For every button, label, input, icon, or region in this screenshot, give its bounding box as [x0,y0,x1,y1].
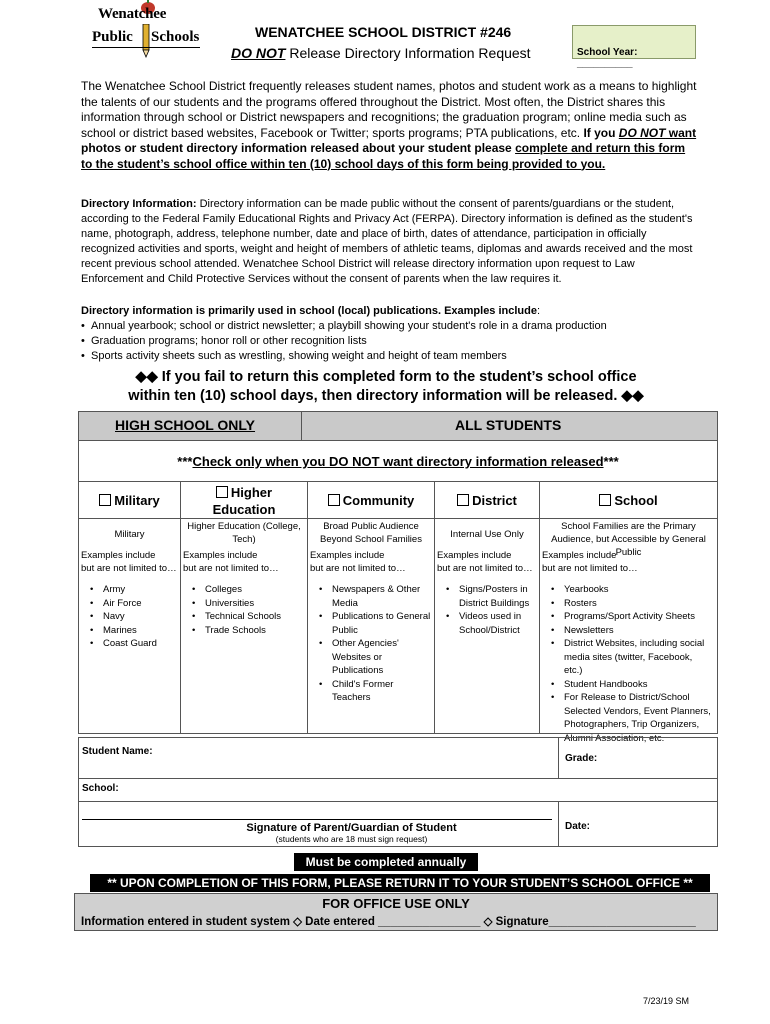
intro-bold-rest: photos or student directory information released about your student please [81,141,512,155]
logo-text-schools: Schools [151,29,200,45]
higher-education-examples-label [183,549,279,575]
header-divider [301,412,302,440]
return-notice: ** UPON COMPLETION OF THIS FORM, PLEASE RETURN IT TO YOUR STUDENT’S SCHOOL OFFICE ** [90,874,710,892]
community-description: Broad Public Audience Beyond School Families [320,521,422,545]
opt-out-table [78,411,718,744]
community-checkbox[interactable] [328,494,340,506]
examples-include: Examples include [81,550,156,561]
column-district [435,482,540,734]
examples-not-limited: but are not limited to… [81,563,177,574]
grade-label: Grade: [565,753,598,764]
logo-text-public: Public [92,29,133,45]
district-header[interactable] [435,482,539,519]
list-item: • Colleges [181,583,281,597]
list-item: • Coast Guard [79,637,157,651]
check-prefix: *** [177,454,193,469]
intro-paragraph [81,79,698,172]
date-label: Date: [565,821,591,832]
school-field-label: School: [82,783,119,794]
school-header[interactable] [540,482,717,519]
higher-education-description: Higher Education (College, Tech) [187,521,301,545]
higher-education-checkbox[interactable] [216,486,228,498]
all-students-header: ALL STUDENTS [455,417,562,433]
check-suffix: *** [603,454,619,469]
military-checkbox[interactable] [99,494,111,506]
intro-return-instruction: complete and return this form to the student’s school office within ten (10) school days of this form being provided to you. [81,141,686,171]
military-list [79,583,157,651]
uses-list [81,319,698,364]
high-school-only-header: HIGH SCHOOL ONLY [115,417,256,433]
list-item: • Child's Former Teachers [308,678,433,705]
school-list [540,583,712,745]
district-label: District [472,493,517,508]
community-list [308,583,433,705]
school-year-field[interactable]: School Year: __________ [572,25,696,59]
uses-heading: Directory information is primarily used in school (local) publications. Examples include [81,305,537,317]
higher-education-list [181,583,281,637]
district-title: WENATCHEE SCHOOL DISTRICT #246 [255,24,512,40]
signature-line[interactable] [82,819,552,820]
list-item: • Yearbooks [540,583,712,597]
examples-include: Examples include [437,550,512,561]
list-item: • Graduation programs; honor roll or other recognition lists [81,334,698,349]
office-use-title: FOR OFFICE USE ONLY [322,896,470,911]
community-header[interactable] [308,482,434,519]
military-label: Military [114,493,160,508]
directory-info-label: Directory Information: [81,198,197,210]
community-examples-label [310,549,406,575]
higher-education-label-1: Higher [230,485,273,500]
directory-info-text: Directory information can be made public without the consent of parents/guardians or the student, according to the Federal Family Educational Rights and Privacy Act (FERPA). Directory information is defined as the student's name, photograph, address, telephone number, date and place of birth, dates of attendance, participation in officially recognized activities and sports, weight and height of members of athletic teams, diplomas and awards received and the most recent previous school attended. Wenatchee School District will release directory information upon request to Law Enforcement and Child Protective Services without the consent of parents when the law requires it. [81,198,693,285]
list-item: • Navy [79,610,157,624]
list-item: • Newspapers & Other Media [308,583,433,610]
list-item: • Other Agencies' Websites or Publications [308,637,433,678]
list-item: • Sports activity sheets such as wrestling, showing weight and height of team members [81,349,698,364]
examples-include: Examples include [310,550,385,561]
revision-date: 7/23/19 SM [643,996,690,1006]
list-item: • Signs/Posters in District Buildings [435,583,538,610]
list-item: • Trade Schools [181,624,281,638]
examples-not-limited: but are not limited to… [437,563,533,574]
directory-info-paragraph [81,197,698,287]
column-military [79,482,181,734]
school-description: School Families are the Primary Audience, but Accessible by General Public [551,521,706,558]
list-item: • Universities [181,597,281,611]
office-use-box [74,893,718,931]
logo-underline [92,47,200,48]
form-row-divider [79,801,717,802]
column-school [540,482,717,744]
form-title [231,45,531,61]
list-item: • For Release to District/School Selected Vendors, Event Planners, Photographers, Trip Organizers, Alumni Association, etc. [540,691,712,745]
warning-line-2: within ten (10) school days, then directory information will be released. ◆◆ [128,388,644,404]
check-text: Check only when you DO NOT want directory information released [192,454,604,469]
warning-line-1: ◆◆ If you fail to return this completed form to the student’s school office [135,369,637,385]
do-not-text: DO NOT [231,45,286,61]
examples-include: Examples include [183,550,258,561]
column-community [308,482,435,734]
higher-education-label-2: Education [212,502,276,517]
student-info-form [78,737,718,847]
list-item: • Student Handbooks [540,678,712,692]
list-item: • Air Force [79,597,157,611]
list-item: • Programs/Sport Activity Sheets [540,610,712,624]
intro-text: The Wenatchee School District frequently releases student names, photos and student work as a means to highlight the talents of our students and the programs offered throughout the District. Most often, the District shares this information through school or District newspapers and recognitions; the graduation program; online media such as school or district based websites, Facebook or Twitter; sports programs; PTA publications, etc. [81,79,697,140]
district-examples-label [437,549,533,575]
uses-colon: : [537,305,541,317]
uses-section [81,304,698,364]
intro-want: want [665,125,697,140]
list-item: • Publications to General Public [308,610,433,637]
student-name-field[interactable] [169,742,549,764]
warning-banner [80,368,692,406]
list-item: • Annual yearbook; school or district newsletter; a playbill showing your student's role in a drama production [81,319,698,334]
column-higher-education [181,482,308,734]
list-item: • Marines [79,624,157,638]
examples-not-limited: but are not limited to… [183,563,279,574]
office-use-row: Information entered in student system ◇ Date entered ________________ ◇ Signature_______________________ [81,916,696,928]
signature-caption [79,822,624,844]
examples-include: Examples include [542,550,617,561]
signature-note: (students who are 18 must sign request) [275,834,428,844]
grade-field[interactable] [604,746,709,768]
examples-not-limited: but are not limited to… [542,563,638,574]
military-description: Military [114,529,145,540]
annual-notice: Must be completed annually [294,853,478,871]
district-checkbox[interactable] [457,494,469,506]
examples-not-limited: but are not limited to… [310,563,406,574]
district-description: Internal Use Only [450,529,524,540]
list-item: • Newsletters [540,624,712,638]
list-item: • Rosters [540,597,712,611]
district-list [435,583,538,637]
intro-if: If you [583,125,619,140]
community-label: Community [342,493,415,508]
form-title-rest: Release Directory Information Request [285,45,531,61]
school-checkbox[interactable] [599,494,611,506]
military-examples-label [81,549,177,575]
logo-text-wenatchee: Wenatchee [98,6,167,22]
options-grid [79,481,717,744]
district-logo [88,0,203,62]
military-header[interactable] [79,482,180,519]
school-field[interactable] [124,780,714,800]
student-name-label: Student Name: [82,746,153,757]
table-header-bar [79,412,717,441]
list-item: • Technical Schools [181,610,281,624]
intro-do-not: DO NOT [618,125,666,140]
date-field[interactable] [599,808,709,842]
list-item: • Videos used in School/District [435,610,538,637]
check-instruction [79,454,717,469]
list-item: • Army [79,583,157,597]
higher-education-header[interactable] [181,482,307,519]
school-label: School [614,493,658,508]
school-examples-label [542,549,638,575]
signature-label: Signature of Parent/Guardian of Student [246,822,457,834]
list-item: • District Websites, including social media sites (twitter, Facebook, etc.) [540,637,712,678]
grade-divider [558,738,559,778]
form-row-divider [79,778,717,779]
date-divider [558,801,559,847]
